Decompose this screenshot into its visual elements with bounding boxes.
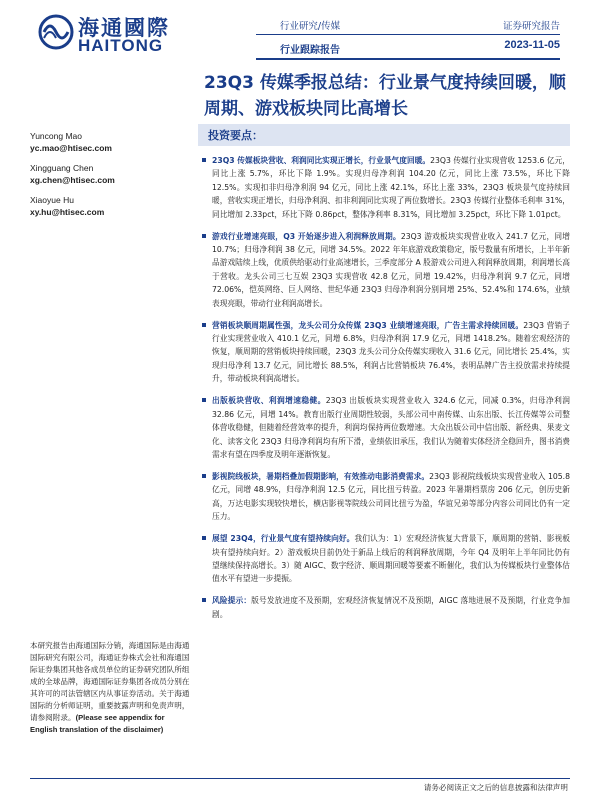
highlight-item <box>212 319 570 386</box>
report-type: 行业跟踪报告 <box>280 45 340 56</box>
author-email[interactable]: xg.chen@htisec.com <box>30 175 115 185</box>
report-label: 证券研究报告 <box>502 21 560 32</box>
highlight-item <box>212 470 570 524</box>
author-name: Yuncong Mao <box>30 131 82 141</box>
haitong-logo <box>38 10 168 54</box>
report-date: 2023-11-05 <box>504 39 560 51</box>
highlight-body: 23Q3 出版板块实现营业收入 324.6 亿元，同减 0.3%，归母净利润 32.86 亿元，同增 14%。教育出版行业周期性较弱，头部公司中南传媒、山东出版、长江传媒等公司整体营收稳健，但随着经营效率的提升，利润均保持两位数增速。大众出版公司中信出版、新经典、果麦文化、读客文化 23Q3 归母净利润均有所下滑，业绩依旧承压，我们认为随着实体经济全稳回升，图书消费需求有望在四季度及明年逐渐恢复。 <box>212 396 570 459</box>
highlight-body: 23Q3 游戏板块实现营业收入 241.7 亿元，同增 10.7%；归母净利润 38 亿元，同增 34.5%。2022 年年底游戏政策稳定，版号数量有所增长，上半年新品游戏陆续上线，优质供给驱动行业高速增长，三季度部分 A 股游戏公司进入利润释放周期，利润增长高于营收。龙头公司三七互娱 23Q3 实现营收 42.8 亿元，同增 19.42%，归母净利润 9.7 亿元，同增 72.06%，恺英网络、巨人网络、世纪华通 23Q3 归母净利润分别同增 25%、52.4%和 174.6%，业绩表现亮眼，带动行业利润高增长。 <box>212 231 570 308</box>
author-name: Xingguang Chen <box>30 163 94 173</box>
logo-text-cn: 海通國際 <box>78 16 170 40</box>
disclaimer-cn: 本研究报告由海通国际分销，海通国际是由海通国际研究有限公司，海通证券株式会社和海通国际证券集团其他各成员单位的证券研究团队所组成的全球品牌，海通国际证券集团各成员分别在其许可的司法管辖区内从事证券活动。关于海通国际的分析师证明，重要披露声明和免责声明，请参阅附录。 <box>30 641 190 722</box>
highlight-lead: 影视院线板块，暑期档叠加假期影响，有效推动电影消费需求。 <box>212 471 430 481</box>
highlight-lead: 风险提示： <box>212 596 252 606</box>
author-item <box>30 194 190 218</box>
author-name: Xiaoyue Hu <box>30 195 74 205</box>
highlight-item <box>212 154 570 221</box>
disclaimer <box>30 640 192 736</box>
highlight-lead: 展望 23Q4，行业景气度有望持续向好。 <box>212 534 355 544</box>
highlights-heading: 投资要点： <box>208 129 263 142</box>
author-email[interactable]: yc.mao@htisec.com <box>30 143 112 153</box>
highlights-heading-bar <box>198 124 570 146</box>
highlight-body: 版号发放进度不及预期，宏观经济恢复情况不及预期，AIGC 落地进展不及预期，行业竞争加剧。 <box>212 596 570 619</box>
report-category: 行业研究/传媒 <box>279 21 341 32</box>
logo-text-en: HAITONG <box>78 36 164 55</box>
report-title: 23Q3 传媒季报总结：行业景气度持续回暖，顺周期、游戏板块同比高增长 <box>204 73 566 119</box>
highlight-body: 23Q3 营销子行业实现营业收入 410.1 亿元，同增 6.8%，归母净利润 17.9 亿元，同增 1418.2%。随着宏观经济的恢复，顺周期的营销板块持续回暖，23Q3 龙头公司分众传媒实现收入 31.6 亿元，同比增长 25.4%，实现归母净利 13.7 亿元，同比增长 88.5%，利润占比营销板块 76.4%，表明品牌广告主投放需求持续提升，带动板块利润高增长。 <box>212 320 570 384</box>
highlight-lead: 游戏行业增速亮眼，Q3 开始逐步进入利润释放周期。 <box>212 231 401 241</box>
highlight-lead: 23Q3 传媒板块营收、利润同比实现正增长，行业景气度回暖。 <box>212 156 431 165</box>
haitong-logo-icon <box>38 14 74 50</box>
header-divider <box>256 34 560 35</box>
author-email[interactable]: xy.hu@htisec.com <box>30 207 105 217</box>
footer-divider <box>30 778 570 779</box>
highlight-item <box>212 230 570 310</box>
header-divider-bold <box>256 58 560 60</box>
author-item <box>30 162 190 186</box>
disclaimer-en: (Please see appendix for English translation of the disclaimer) <box>30 713 165 734</box>
author-item <box>30 130 190 154</box>
highlight-lead: 出版板块营收、利润增速稳健。 <box>212 396 326 406</box>
footer-notice: 请务必阅读正文之后的信息披露和法律声明 <box>423 783 568 792</box>
highlight-body: 我们认为：1）宏观经济恢复大背景下，顺周期的营销、影视板块有望持续向好。2）游戏板块目前仍处于新品上线后的利润释放周期，今年 Q4 及明年上半年同比仍有望继续保持高增长。3）随 AIGC、数字经济、顺周期回暖等要素不断催化，我们认为传媒板块行业整体估值水平有望进一步提振。 <box>212 534 570 584</box>
author-list <box>30 130 190 226</box>
highlight-item <box>212 532 570 586</box>
highlight-item <box>212 394 570 461</box>
highlight-body: 23Q3 传媒行业实现营收 1253.6 亿元，同比上涨 5.7%，环比下降 1.9%。实现归母净利润 104.20 亿元，同比上涨 73.5%，环比下降 12.5%。实现扣非归母净利润 94 亿元，同比上涨 42.1%，环比上涨 33%，23Q3 板块景气度持续回暖，营收实现正增长，归母净利润、扣非利润同比实现了两位数增长。23Q3 传媒行业整体毛利率 31%，同比增加 2.33pct，环比下降 0.86pct，整体净利率 8.31%，同比增加 3.25pct，环比下降 1.01pct。 <box>212 156 570 219</box>
highlight-lead: 营销板块顺周期属性强，龙头公司分众传媒 23Q3 业绩增速亮眼，广告主需求持续回暖。 <box>212 320 524 330</box>
highlight-item <box>212 594 570 621</box>
highlights-list <box>212 154 570 630</box>
highlight-body: 23Q3 影视院线板块实现营业收入 105.8 亿元，同增 48.9%，归母净利润 12.5 亿元，同比扭亏转盈。2023 年暑期档票房 206 亿元，创历史新高，万达电影实现较快增长，横店影视等院线公司同比扭亏为盈，华谊兄弟等部分内容公司同比仍有一定压力。 <box>212 471 570 522</box>
